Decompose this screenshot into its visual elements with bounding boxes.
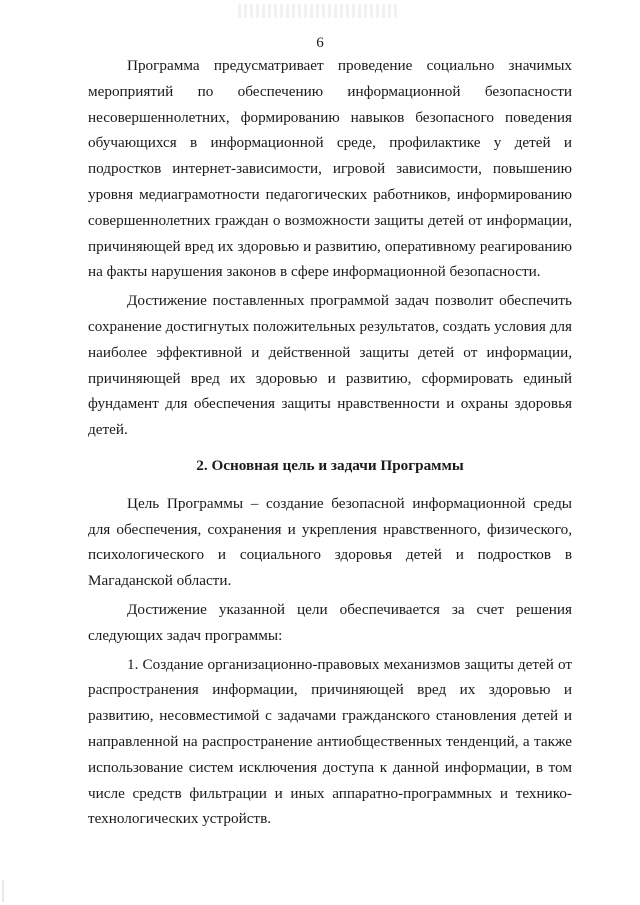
page-number: 6 (316, 35, 324, 51)
paragraph-task-1: 1. Создание организационно-правовых механизмов защиты детей от распространения информации, причиняющей вред их здоровью и развитию, несовместимой с задачами гражданского становления детей и направленной на распространение антиобщественных тенденций, а также использование систем исключения доступа к данной информации, в том числе средств фильтрации и иных аппаратно-программных и технико-технологических устройств. (88, 655, 572, 828)
paragraph-program-provisions: Программа предусматривает проведение социально значимых мероприятий по обеспечению информационной безопасности несовершеннолетних, формированию навыков безопасного поведения обучающихся в информационной среде, профилактике у детей и подростков интернет-зависимости, игровой зависимости, повышению уровня медиаграмотности педагогических работников, информированию совершеннолетних граждан о возможности защиты детей от информации, причиняющей вред их здоровью и развитию, оперативному реагированию на факты нарушения законов в сфере информационной безопасности. (88, 57, 572, 281)
scan-edge-mark (2, 880, 4, 902)
section-heading: 2. Основная цель и задачи Программы (196, 456, 464, 474)
paragraph-goal-achievement: Достижение указанной цели обеспечивается за счет решения следующих задач программы: (88, 600, 572, 644)
paragraph-program-goal: Цель Программы – создание безопасной информационной среды для обеспечения, сохранения и укрепления нравственного, физического, психологического и социального здоровья детей и подростков в Магаданской области. (88, 494, 572, 590)
paragraph-program-achievements: Достижение поставленных программой задач позволит обеспечить сохранение достигнутых положительных результатов, создать условия для наиболее эффективной и действенной защиты детей от информации, причиняющей вред их здоровью и развитию, сформировать единый фундамент для обеспечения защиты нравственности и охраны здоровья детей. (88, 292, 572, 439)
document-body (88, 53, 572, 832)
scan-header-marks (238, 4, 398, 18)
